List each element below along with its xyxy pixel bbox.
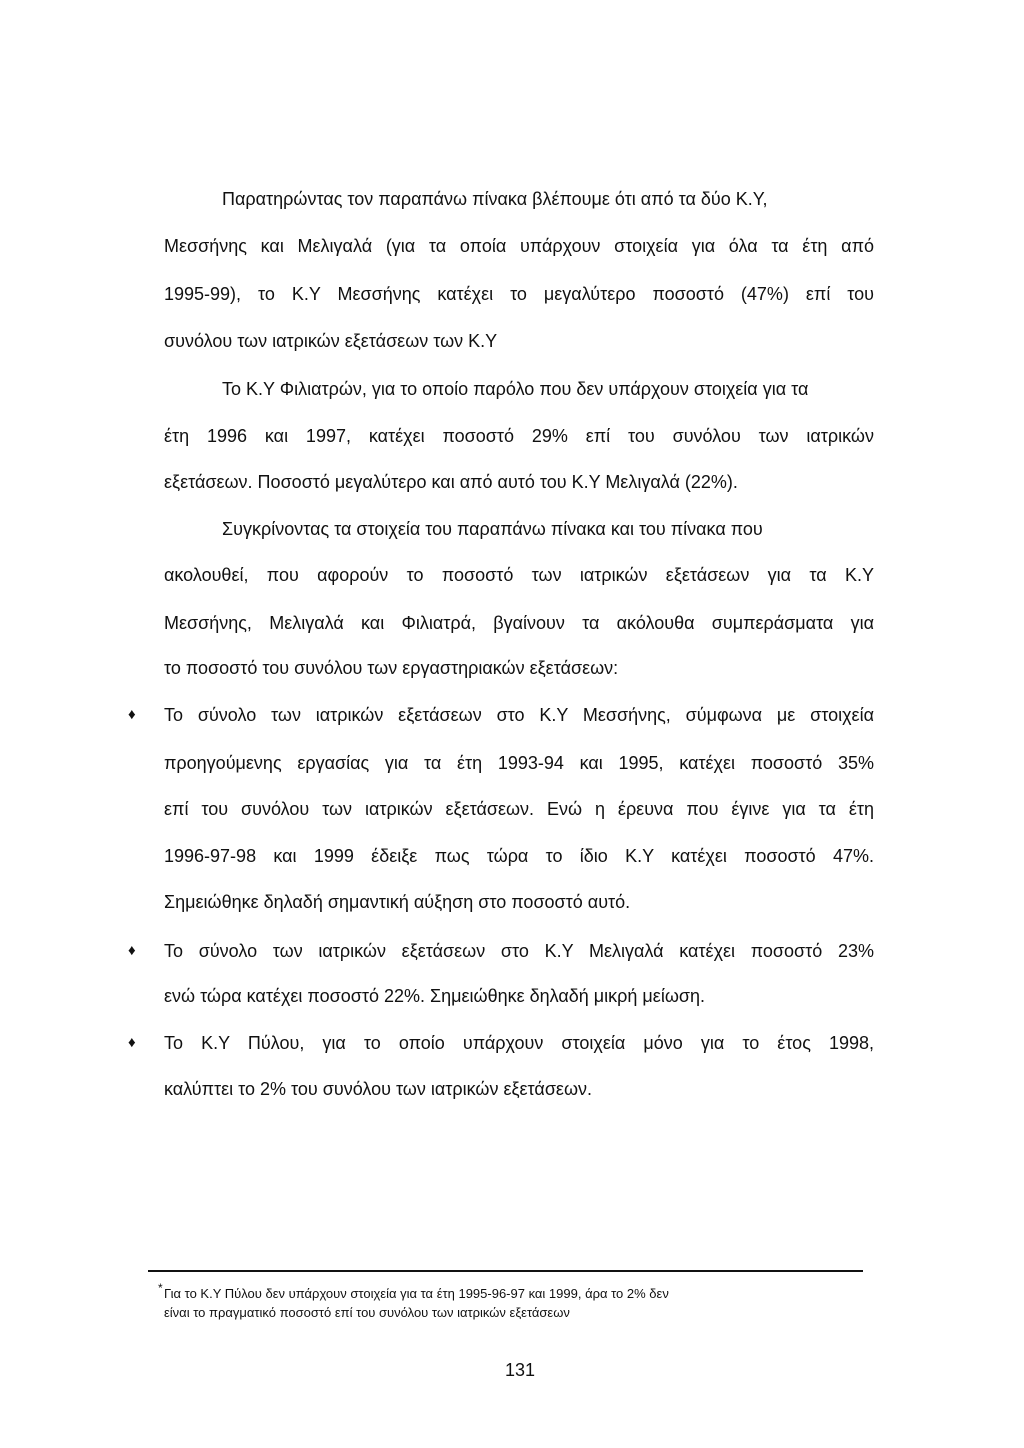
bullet-1-line-1: Το σύνολο των ιατρικών εξετάσεων στο Κ.Υ Μεσσήνης, σύμφωνα με στοιχεία: [164, 705, 874, 725]
paragraph-1-line-2: Μεσσήνης και Μελιγαλά (για τα οποία υπάρχουν στοιχεία για όλα τα έτη από: [164, 236, 874, 256]
bullet-diamond-icon: ♦: [128, 706, 136, 723]
bullet-2-line-2: ενώ τώρα κατέχει ποσοστό 22%. Σημειώθηκε δηλαδή μικρή μείωση.: [164, 986, 706, 1006]
paragraph-2-line-1: Το Κ.Υ Φιλιατρών, για το οποίο παρόλο που δεν υπάρχουν στοιχεία για τα: [222, 379, 809, 399]
paragraph-3-line-4: το ποσοστό του συνόλου των εργαστηριακών εξετάσεων:: [164, 658, 619, 678]
bullet-3-line-2: καλύπτει το 2% του συνόλου των ιατρικών εξετάσεων.: [164, 1079, 593, 1099]
paragraph-3-line-1: Συγκρίνοντας τα στοιχεία του παραπάνω πίνακα και του πίνακα που: [222, 519, 763, 539]
footnote-line-2: είναι το πραγματικό ποσοστό επί του συνόλου των ιατρικών εξετάσεων: [164, 1305, 570, 1320]
bullet-1-line-2: προηγούμενης εργασίας για τα έτη 1993-94 και 1995, κατέχει ποσοστό 35%: [164, 753, 874, 773]
bullet-3-line-1: Το Κ.Υ Πύλου, για το οποίο υπάρχουν στοιχεία μόνο για το έτος 1998,: [164, 1033, 874, 1053]
bullet-2-line-1: Το σύνολο των ιατρικών εξετάσεων στο Κ.Υ Μελιγαλά κατέχει ποσοστό 23%: [164, 941, 874, 961]
bullet-1-line-4: 1996-97-98 και 1999 έδειξε πως τώρα το ίδιο Κ.Υ κατέχει ποσοστό 47%.: [164, 846, 874, 866]
paragraph-3-line-3: Μεσσήνης, Μελιγαλά και Φιλιατρά, βγαίνουν τα ακόλουθα συμπεράσματα για: [164, 613, 874, 633]
bullet-1-line-3: επί του συνόλου των ιατρικών εξετάσεων. Ενώ η έρευνα που έγινε για τα έτη: [164, 799, 874, 819]
footnote-line-1: Για το Κ.Υ Πύλου δεν υπάρχουν στοιχεία για τα έτη 1995-96-97 και 1999, άρα το 2% δεν: [164, 1286, 669, 1301]
paragraph-3-line-2: ακολουθεί, που αφορούν το ποσοστό των ιατρικών εξετάσεων για τα Κ.Υ: [164, 565, 874, 585]
bullet-diamond-icon: ♦: [128, 1034, 136, 1051]
paragraph-1-line-3: 1995-99), το Κ.Υ Μεσσήνης κατέχει το μεγαλύτερο ποσοστό (47%) επί του: [164, 284, 874, 304]
footnote-divider: [148, 1270, 863, 1272]
footnote-mark: *: [158, 1281, 163, 1295]
page-number: 131: [504, 1360, 536, 1380]
paragraph-1-line-1: Παρατηρώντας τον παραπάνω πίνακα βλέπουμε ότι από τα δύο Κ.Υ,: [222, 189, 768, 209]
paragraph-2-line-3: εξετάσεων. Ποσοστό μεγαλύτερο και από αυτό του Κ.Υ Μελιγαλά (22%).: [164, 472, 738, 492]
paragraph-2-line-2: έτη 1996 και 1997, κατέχει ποσοστό 29% επί του συνόλου των ιατρικών: [164, 426, 874, 446]
bullet-1-line-5: Σημειώθηκε δηλαδή σημαντική αύξηση στο ποσοστό αυτό.: [164, 892, 631, 912]
paragraph-1-line-4: συνόλου των ιατρικών εξετάσεων των Κ.Υ: [164, 331, 498, 351]
bullet-diamond-icon: ♦: [128, 942, 136, 959]
